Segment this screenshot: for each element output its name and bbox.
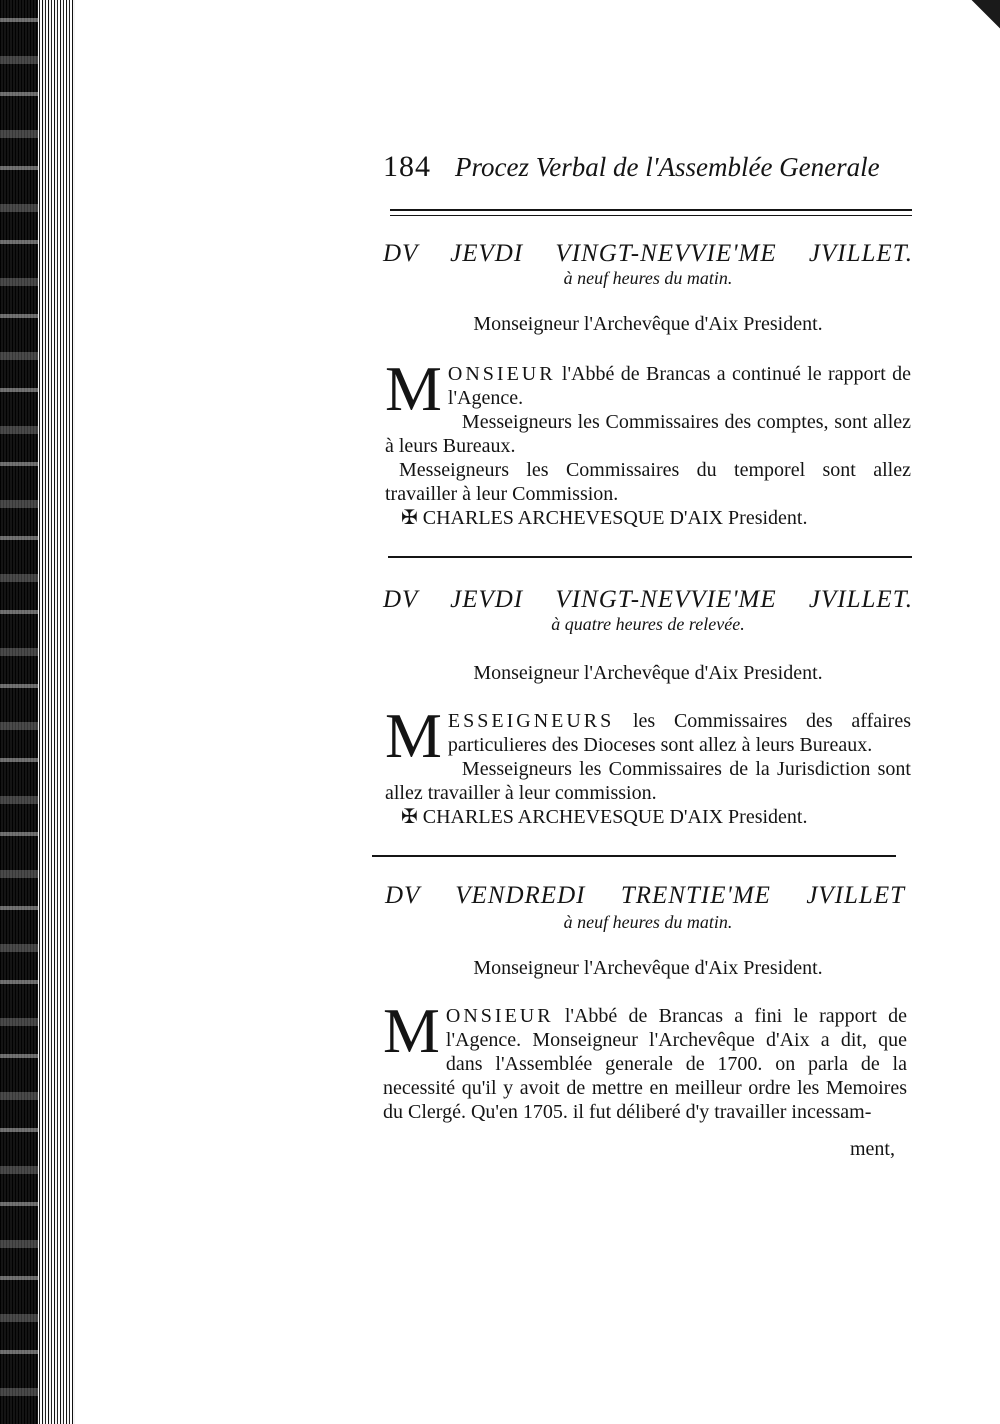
section-3-subheading: à neuf heures du matin. xyxy=(563,912,733,932)
cross-icon: ✠ xyxy=(401,806,418,828)
section-2-dropcap: M xyxy=(385,700,442,771)
section-1-signature xyxy=(385,506,911,530)
section-2-subheading: à quatre heures de relevée. xyxy=(551,614,745,634)
section-2-paragraph: Messeigneurs les Commissaires de la Jurisdiction sont allez travailler à leur commission. xyxy=(385,758,911,804)
section-2-signature xyxy=(385,805,911,829)
book-page-edge xyxy=(0,0,75,1424)
section-2-rule xyxy=(372,855,896,857)
section-1-signature-text: CHARLES ARCHEVESQUE D'AIX President. xyxy=(422,507,808,529)
header-rule xyxy=(390,209,912,216)
section-1-lead-text: l'Abbé de Brancas a continué le rapport de l'Agence. xyxy=(447,363,911,409)
section-1-subheading: à neuf heures du matin. xyxy=(563,268,733,288)
section-1-paragraph: Messeigneurs les Commissaires du temporel sont allez travailler à leur Commission. xyxy=(385,459,911,505)
page-number: 184 xyxy=(383,150,431,183)
section-1-body xyxy=(385,353,911,530)
section-2-heading: DV JEVDI VINGT-NEVVIE'ME JVILLET. xyxy=(383,586,913,613)
section-2-signature-text: CHARLES ARCHEVESQUE D'AIX President. xyxy=(422,806,808,828)
section-1-presider: Monseigneur l'Archevêque d'Aix President. xyxy=(473,313,823,335)
section-2-body xyxy=(385,700,911,829)
section-3-heading: DV VENDREDI TRENTIE'ME JVILLET xyxy=(385,882,905,909)
page-corner-shadow xyxy=(960,0,1000,40)
section-2-presider: Monseigneur l'Archevêque d'Aix President. xyxy=(473,662,823,684)
section-1-lead-caps: ONSIEUR xyxy=(447,363,556,385)
section-3-dropcap: M xyxy=(383,995,440,1066)
section-2-lead-caps: ESSEIGNEURS xyxy=(447,710,615,732)
section-3-lead-text: l'Abbé de Brancas a fini le rapport de l'Agence. Monseigneur l'Archevêque d'Aix a dit, que dans l'Assemblée generale de 1700. on parla de la necessité qu'il y avoit de mettre en meilleur ordre les Memoires du Clergé. Qu'en 1705. il fut déliberé d'y travailler incessam- xyxy=(383,1005,907,1123)
cross-icon: ✠ xyxy=(401,507,418,529)
page-header xyxy=(383,150,923,192)
section-1-heading: DV JEVDI VINGT-NEVVIE'ME JVILLET. xyxy=(383,240,913,267)
section-3-lead-caps: ONSIEUR xyxy=(445,1005,554,1027)
section-3-presider: Monseigneur l'Archevêque d'Aix President. xyxy=(473,957,823,979)
section-2-lead-text: les Commissaires des affaires particulieres des Dioceses sont allez à leurs Bureaux. xyxy=(447,710,911,756)
running-title: Procez Verbal de l'Assemblée Generale xyxy=(455,152,880,182)
section-1-dropcap: M xyxy=(385,353,442,424)
section-3-body xyxy=(383,995,907,1124)
section-1-paragraph: Messeigneurs les Commissaires des comptes, sont allez à leurs Bureaux. xyxy=(385,411,911,457)
catchword: ment, xyxy=(850,1138,895,1160)
section-1-rule xyxy=(388,556,912,558)
